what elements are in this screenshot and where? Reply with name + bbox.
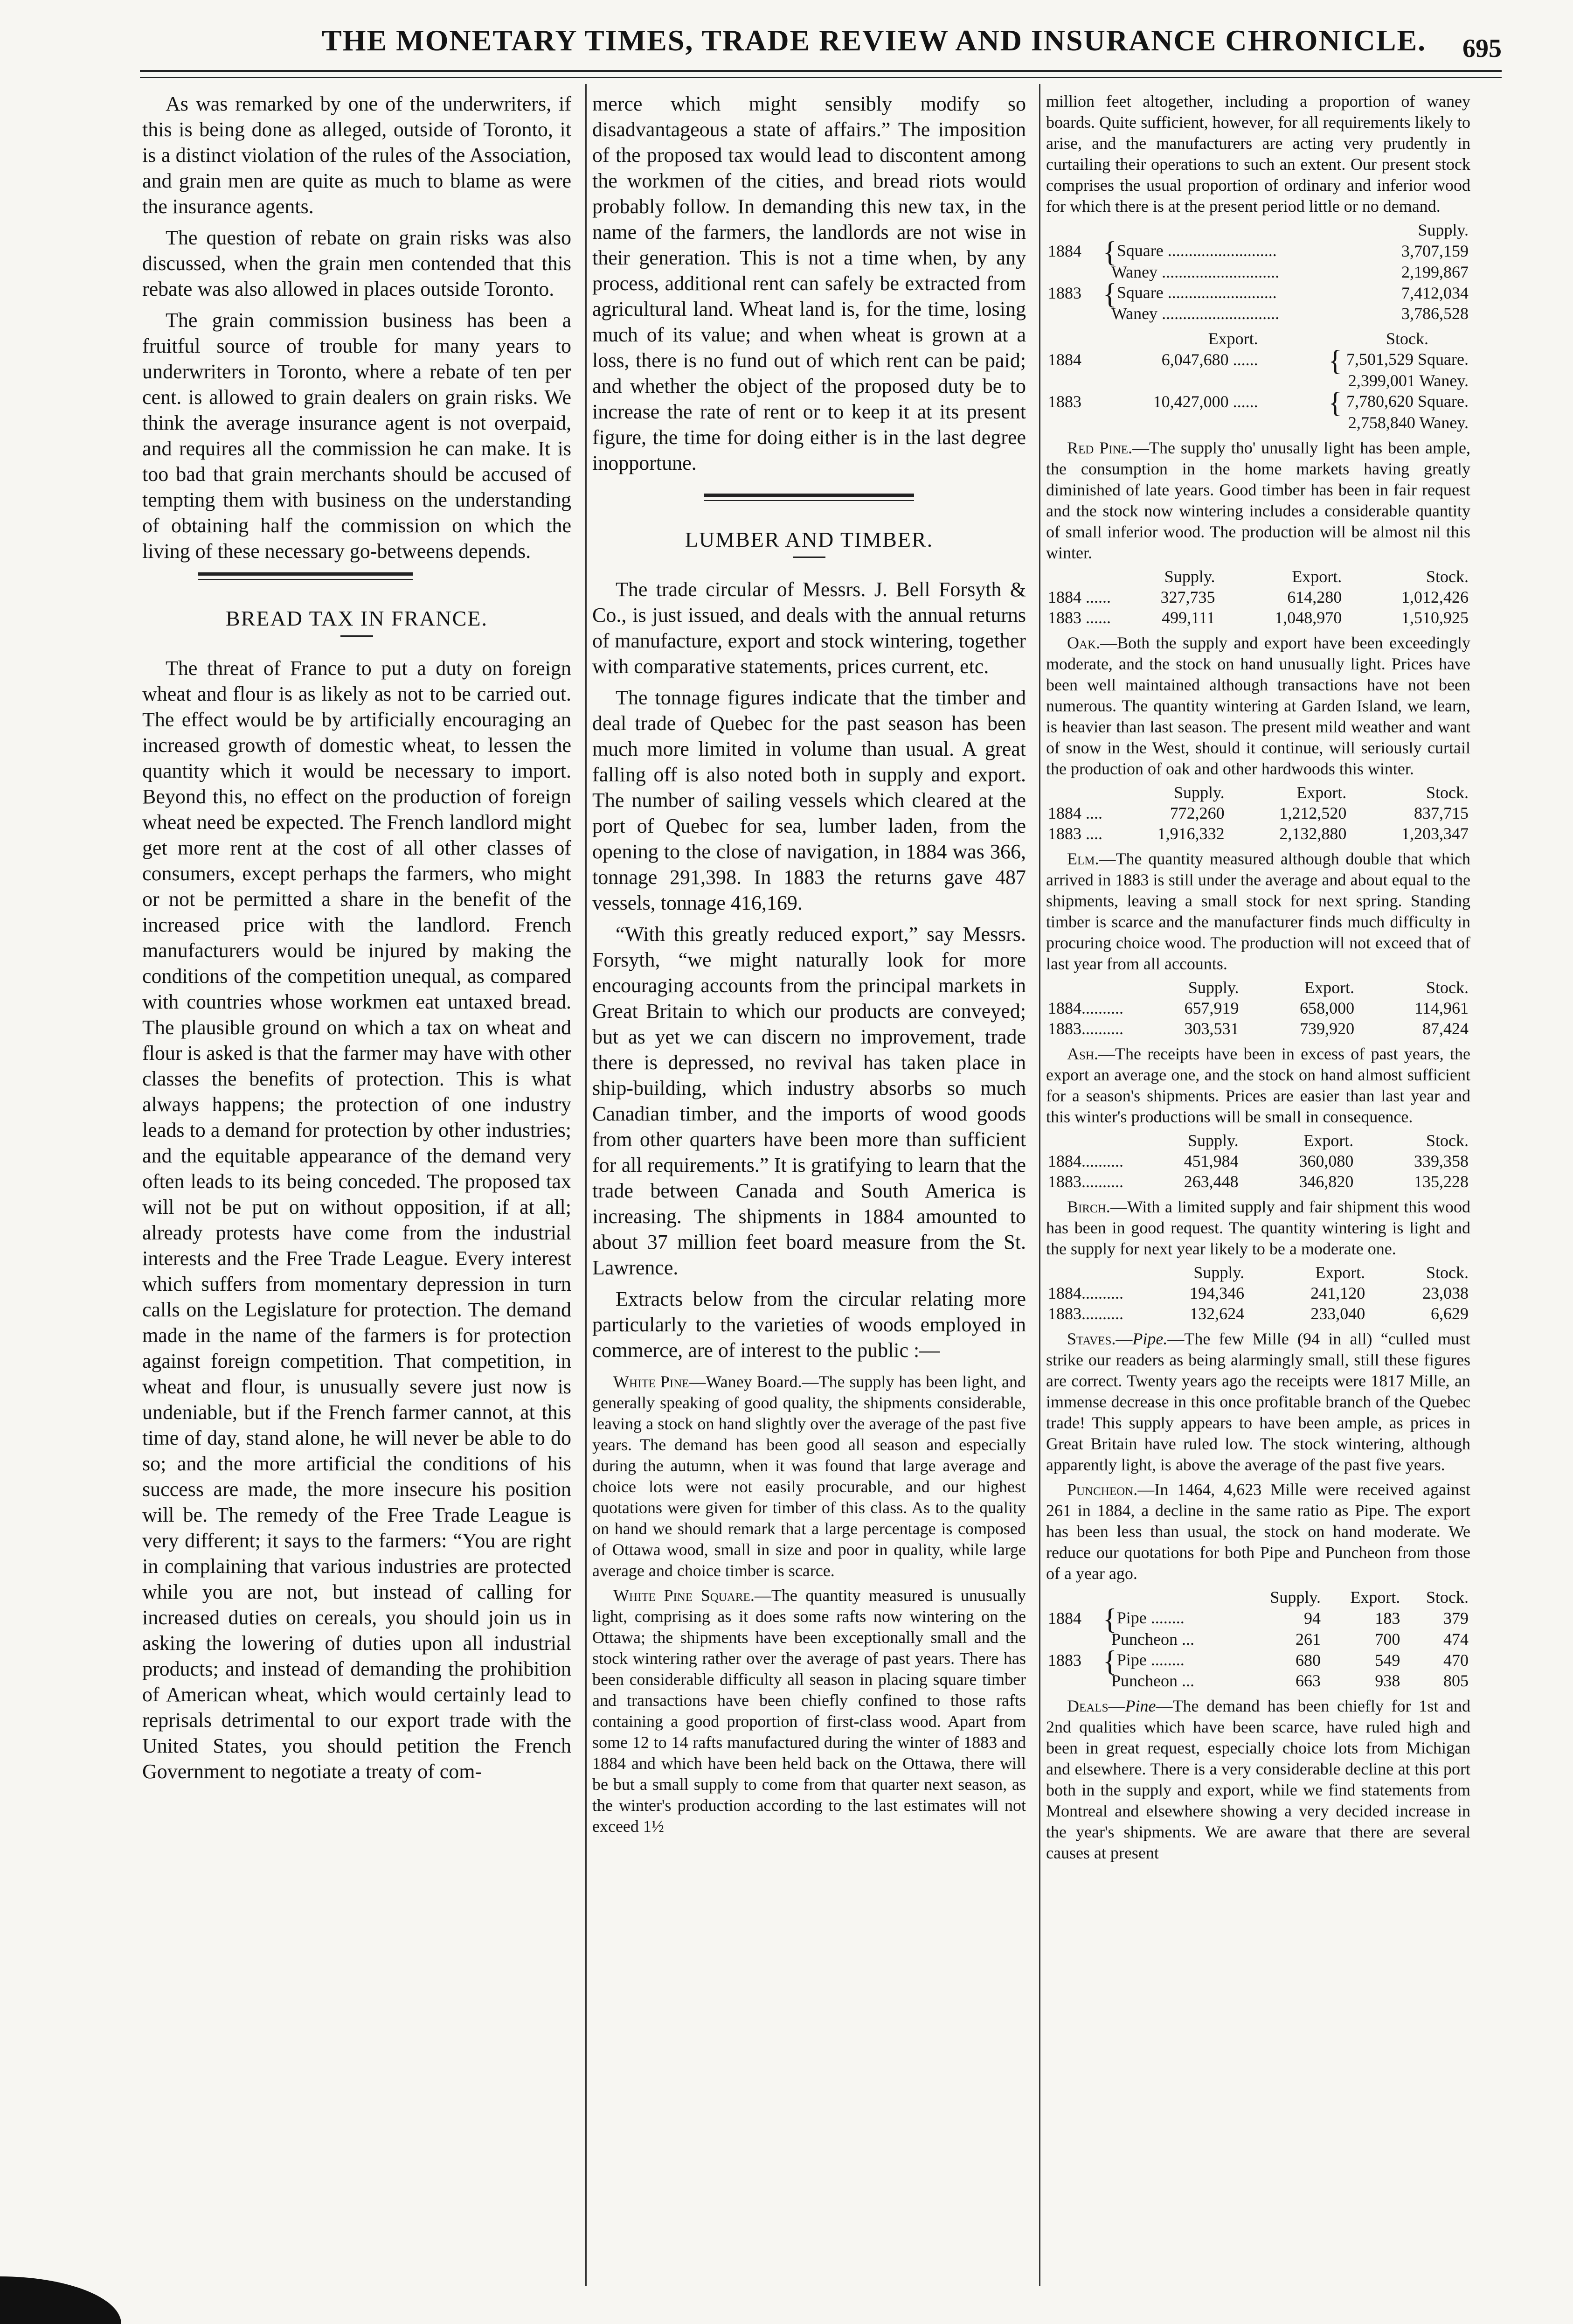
table-row (1046, 412, 1470, 433)
table-cell: 700 (1375, 1629, 1400, 1649)
text-run: —The quantity measured although double that which arrived in 1883 is still under the average and about equal to the shipments, leaving a small stock for next spring. Standing timber is scarce and the manufacturer finds much difficulty in procuring choice wood. The production will not exceed that of last year from all accounts. (1046, 849, 1470, 973)
header-rule (140, 70, 1502, 72)
table-cell (1101, 1587, 1242, 1607)
table-cell: {Square .......................... (1103, 236, 1277, 268)
wood-label: Staves. (1067, 1329, 1116, 1348)
table-cell: 241,120 (1310, 1283, 1365, 1302)
table-cell: Supply. (1193, 1263, 1245, 1282)
table-cell: Stock. (1426, 567, 1469, 586)
table-cell (1101, 370, 1260, 391)
brace-glyph: { (1328, 387, 1343, 419)
table-row (1046, 303, 1470, 324)
wood-label: White Pine (613, 1372, 689, 1391)
heading-dash (340, 635, 373, 637)
text-run: —Waney Board.—The supply has been light, and generally speaking of good quality, the shipments considerable, leaving a stock on hand slightly over the average of the past five years. The demand has been good all season and especially during the autumn, when it was found that large average and choice lots were not easily procurable, and our highest quotations were given for timber of this class. As to the quality on hand we should remark that a large percentage is composed of Ottawa wood, small in size and poor in quality, while large average and choice timber is scarce. (592, 1372, 1026, 1580)
table-cell: Stock. (1426, 1263, 1469, 1282)
section-divider (142, 569, 571, 587)
text-run: —The few Mille (94 in all) “culled must strike our readers as being alarmingly small, still these figures are correct. Twenty years ago the receipts were 1817 Mille, an immense decrease in this once profitable branch of the Quebec trade! This supply appears to have been ample, as prices in Great Britain have ruled low. The stock wintering, although apparently light, is above the average of the past five years. (1046, 1329, 1470, 1474)
table-cell: 680 (1296, 1650, 1321, 1670)
text-run: 6,047,680 (1161, 350, 1229, 369)
table-cell: 233,040 (1310, 1304, 1365, 1323)
paragraph (1046, 633, 1470, 779)
table-cell: 261 (1296, 1629, 1321, 1649)
white-pine-supply-table (1046, 220, 1470, 324)
table-row (1046, 1262, 1470, 1283)
text-run: Puncheon (1111, 1671, 1178, 1691)
text-run: Puncheon (1111, 1629, 1178, 1649)
text-run: Waney (1111, 262, 1158, 281)
table-cell: 451,984 (1184, 1151, 1239, 1170)
paragraph: Deals—Pine—The demand has been chiefly for 1st and 2nd qualities which have been scarce, have ruled high and been in great request, especially choice lots from Michigan and elsewhere. There is a very considerable decline at this port both in the supply and export, while we find statements from Montreal and elsewhere showing a very decided increase in the year's shipments. We are aware that there are several causes at present (1046, 1697, 1470, 1863)
table-cell: 379 (1443, 1608, 1469, 1628)
column-divider (1039, 84, 1040, 2286)
table-cell (1046, 220, 1101, 240)
column-1 (142, 91, 571, 1784)
table-cell: 23,038 (1422, 1283, 1469, 1302)
table-cell: 1,916,332 (1157, 824, 1225, 843)
text-run: 1883 (1048, 824, 1081, 843)
circular-extracts (592, 1371, 1026, 1837)
table-cell: 2,758,840 Waney. (1348, 413, 1469, 432)
section-divider (592, 490, 1026, 508)
table-cell (1046, 412, 1101, 433)
text-run: Pipe. (1132, 1329, 1168, 1348)
text-run: 1883 (1048, 1172, 1081, 1191)
paragraph: merce which might sensibly modify so disadvantageous a state of affairs.” The imposition of the proposed tax would lead to discontent among the workmen of the cities, and bread riots would probably follow. In demanding this new tax, in the name of the farmers, the landlords are not wise in their generation. This is not a time when, by any process, additional rent can safely be extracted from agricultural land. Wheat land is, for the time, losing much of its value; and when wheat is grown at a loss, there is no fund out of which rent can be paid; and whether the object of the proposed duty be to increase the rate of rent or to keep it at its present figure, the time for doing either is in the last degree inopportune. (592, 92, 1026, 474)
table-cell: 263,448 (1184, 1172, 1239, 1191)
table-cell: 739,920 (1300, 1019, 1355, 1038)
table-row (1046, 977, 1470, 998)
paragraph (1046, 1197, 1470, 1259)
table-cell: 339,358 (1414, 1151, 1469, 1170)
table-cell: 663 (1296, 1671, 1321, 1691)
table-cell: 346,820 (1299, 1172, 1354, 1191)
table-cell: {Pipe ........ (1103, 1645, 1185, 1677)
table-cell: Export. (1296, 783, 1347, 802)
section-heading: BREAD TAX IN FRANCE. (226, 606, 488, 630)
text-run: Pipe (1116, 1650, 1147, 1669)
table-row (1046, 240, 1470, 262)
table-cell (1046, 1587, 1101, 1607)
table-cell (1046, 328, 1101, 349)
table-cell: 1883 .... (1048, 824, 1102, 843)
paragraph: million feet altogether, including a proportion of waney boards. Quite sufficient, however, for all requirements likely to arise, and the manufacturers are acting very prudently in curtailing their operations to such an extent. Our present stock comprises the usual proportion of ordinary and inferior wood for which there is at the present period little or no demand. (1046, 92, 1470, 216)
table-row (1046, 1303, 1470, 1324)
brace-glyph: { (1103, 1603, 1117, 1635)
table-row (1046, 607, 1470, 628)
table-cell: 1884.......... (1048, 1151, 1123, 1170)
table-cell: Export. (1315, 1263, 1365, 1282)
table-cell (1046, 262, 1101, 282)
table-cell: 1884.......... (1048, 998, 1123, 1017)
table-cell: 1,212,520 (1279, 803, 1347, 822)
table-cell: 135,228 (1414, 1172, 1469, 1191)
table-cell (1046, 370, 1101, 391)
white-pine-export-table (1046, 328, 1470, 432)
table-cell: 1883 (1048, 283, 1081, 302)
table-cell: 303,531 (1184, 1019, 1239, 1038)
table-row (1046, 587, 1470, 607)
paragraph: The grain commission business has been a fruitful source of trouble for many years to underwriters in Toronto, where a rebate of ten per cent. is allowed to grain dealers on grain risks. We think the average insurance agent is not overpaid, and requires all the commission he can make. It is too bad that grain merchants should be accused of tempting them with business on the understanding of obtaining half the commission on which the living of these necessary go-betweens depends. (142, 309, 571, 563)
table-cell: Export. (1304, 978, 1355, 997)
paragraph (592, 1585, 1026, 1837)
text-run: Square (1116, 241, 1164, 260)
wood-label: Red Pine. (1067, 438, 1132, 457)
table-cell: Waney ............................ (1111, 262, 1280, 281)
table-cell (1046, 1130, 1125, 1151)
heading-dash (793, 557, 825, 558)
table-cell: Supply. (1270, 1587, 1321, 1607)
table-row (1046, 1130, 1470, 1151)
table-cell: Export. (1303, 1131, 1354, 1150)
publication-title: THE MONETARY TIMES, TRADE REVIEW AND INSURANCE CHRONICLE. (322, 24, 1427, 57)
elm-table (1046, 977, 1470, 1039)
table-row (1046, 1649, 1470, 1671)
table-cell: 132,624 (1190, 1304, 1245, 1323)
table-cell: 1883 (1048, 392, 1081, 411)
table-cell: 3,786,528 (1401, 304, 1469, 323)
text-run: Pine (1125, 1697, 1156, 1716)
table-cell (1046, 1262, 1125, 1283)
table-cell: Stock. (1426, 1131, 1469, 1150)
text-run: —The quantity measured is unusually light, comprising as it does some rafts now wintering on the Ottawa; the shipments have been exceptionally small and the stock wintering rather over the average of past years. There has been considerable difficulty all season in placing square timber and transactions have been chiefly confined to those rafts containing a good proportion of first-class wood. Apart from some 12 to 14 rafts manufactured during the winter of 1883 and 1884 and which have been held back on the Ottawa, there will be but a small supply to come from that quarter next season, as the winter's production according to the last estimates will not exceed 1½ (592, 1586, 1026, 1836)
text-run: Square (1116, 283, 1164, 302)
table-cell: 114,961 (1414, 998, 1469, 1017)
table-row (1046, 803, 1470, 823)
table-cell: Stock. (1426, 1587, 1469, 1607)
text-run: 1883 (1048, 608, 1081, 627)
table-cell: Waney ............................ (1111, 304, 1280, 323)
table-cell: 837,715 (1414, 803, 1469, 822)
table-row (1046, 1670, 1470, 1691)
table-cell: {Pipe ........ (1103, 1603, 1185, 1635)
table-cell: 6,047,680 ...... (1161, 350, 1258, 369)
section-heading: LUMBER AND TIMBER. (685, 528, 934, 551)
table-cell: 1,510,925 (1401, 608, 1469, 627)
text-run: Waney (1111, 304, 1158, 323)
table-row (1046, 998, 1470, 1018)
text-run: 7,501,529 Square. (1346, 350, 1469, 369)
text-run: 1884 (1048, 998, 1081, 1017)
table-row (1046, 823, 1470, 844)
table-cell: Stock. (1426, 783, 1469, 802)
table-row (1046, 1607, 1470, 1629)
paragraph: The tonnage figures indicate that the timber and deal trade of Quebec for the past season has been much more limited in volume than usual. A great falling off is also noted both in supply and export. The number of sailing vessels which cleared at the port of Quebec for sea, lumber laden, from the opening to the close of navigation, in 1884 was 366, tonnage 291,398. In 1883 the returns gave 487 vessels, tonnage 416,169. (592, 686, 1026, 914)
table-row (1046, 349, 1470, 370)
red-pine-table (1046, 566, 1470, 628)
paragraph: The trade circular of Messrs. J. Bell Forsyth & Co., is just issued, and deals with the annual returns of manufacture, export and stock wintering, together with comparative statements, prices current, etc. (592, 578, 1026, 678)
table-cell: 2,399,001 Waney. (1348, 371, 1469, 390)
table-cell: 805 (1443, 1671, 1469, 1691)
column-3 (1046, 91, 1470, 1864)
text-run: —The demand has been chiefly for 1st and 2nd qualities which have been scarce, have ruled high and been in great request, especially choice lots from Michigan and elsewhere. There is a very considerable decline at this port both in the supply and export, while we find statements from Montreal and elsewhere showing a very decided increase in the year's shipments. We are aware that there are several causes at present (1046, 1697, 1470, 1863)
wood-label: Elm. (1067, 849, 1099, 868)
page-curl-shadow (0, 2276, 121, 2324)
table-cell: 1883 ...... (1048, 608, 1111, 627)
text-run: —With a limited supply and fair shipment this wood has been in good request. The quantity wintering is light and the supply for next year likely to be a moderate one. (1046, 1197, 1470, 1258)
table-cell: 2,199,867 (1401, 262, 1469, 281)
table-cell: 1884 (1048, 241, 1081, 260)
table-cell: 1884.......... (1048, 1283, 1123, 1302)
table-cell: Export. (1350, 1587, 1400, 1607)
table-cell: 772,260 (1170, 803, 1225, 822)
table-cell: Supply. (1188, 978, 1239, 997)
text-run: 1884 (1048, 587, 1081, 606)
brace-glyph: { (1328, 345, 1343, 377)
paragraph (1046, 1044, 1470, 1127)
text-run: 1884 (1048, 1151, 1081, 1170)
wood-label: Ash. (1067, 1044, 1098, 1063)
table-cell: Stock. (1426, 978, 1469, 997)
table-cell (1046, 566, 1113, 587)
table-cell: 1,203,347 (1401, 824, 1469, 843)
table-row (1046, 282, 1470, 304)
table-cell: 327,735 (1160, 587, 1215, 606)
paragraph (1046, 438, 1470, 564)
table-row (1046, 1151, 1470, 1171)
paragraph (592, 1371, 1026, 1581)
staves-table (1046, 1587, 1470, 1691)
paragraph: As was remarked by one of the underwriters, if this is being done as alleged, outside of Toronto, it is a distinct violation of the rules of the Association, and grain men are quite as much to blame as were the insurance agents. (142, 92, 571, 218)
table-cell (1046, 782, 1104, 803)
table-cell: 1884 .... (1048, 803, 1102, 822)
brace-glyph: { (1103, 278, 1117, 310)
table-cell: 549 (1375, 1650, 1400, 1670)
table-cell: 194,346 (1190, 1283, 1245, 1302)
table-cell: 10,427,000 ...... (1153, 392, 1258, 411)
table-cell: 1883.......... (1048, 1172, 1123, 1191)
table-cell: 94 (1304, 1608, 1321, 1628)
table-cell: 87,424 (1422, 1019, 1469, 1038)
table-cell (1046, 977, 1125, 998)
table-cell: 3,707,159 (1401, 241, 1469, 260)
table-row (1046, 566, 1470, 587)
wood-label: Deals (1067, 1697, 1109, 1716)
table-cell (1046, 1629, 1101, 1649)
table-cell: 7,412,034 (1401, 283, 1469, 302)
table-row (1046, 391, 1470, 412)
table-row (1046, 328, 1470, 349)
paragraph: The question of rebate on grain risks was also discussed, when the grain men contended that this rebate was also allowed in places outside Toronto. (142, 226, 571, 300)
table-cell: Supply. (1187, 1131, 1239, 1150)
table-cell: Supply. (1164, 567, 1215, 586)
column-divider (585, 84, 587, 2286)
header-rule-thin (140, 77, 1502, 78)
table-cell: 1884 (1048, 350, 1081, 369)
text-run: 10,427,000 (1153, 392, 1229, 411)
table-cell: Supply. (1173, 783, 1225, 802)
table-cell: 1884 ...... (1048, 587, 1111, 606)
wood-label: Oak. (1067, 633, 1101, 652)
table-row (1046, 782, 1470, 803)
table-cell: Export. (1208, 329, 1258, 348)
text-run: —The receipts have been in excess of past years, the export an average one, and the stock on hand almost sufficient for a season's shipments. Prices are easier than last year and this winter's productions will be small in consequence. (1046, 1044, 1470, 1126)
table-cell: 474 (1443, 1629, 1469, 1649)
brace-glyph: { (1103, 1645, 1117, 1677)
paragraph (1046, 1479, 1470, 1584)
table-cell: 658,000 (1300, 998, 1355, 1017)
table-cell (1260, 387, 1470, 419)
table-cell: 2,132,880 (1279, 824, 1347, 843)
text-run: 1883 (1048, 1019, 1081, 1038)
table-cell: 657,919 (1184, 998, 1239, 1017)
table-cell: {Square .......................... (1103, 278, 1277, 310)
table-cell: 1,012,426 (1401, 587, 1469, 606)
text-run: 1884 (1048, 1283, 1081, 1302)
table-cell: 614,280 (1287, 587, 1342, 606)
text-run: —In 1464, 4,623 Mille were received against 261 in 1884, a decline in the same ratio as Pipe. The export has been less than usual, the stock on hand moderate. We reduce our quotations for both Pipe and Puncheon from those of a year ago. (1046, 1480, 1470, 1583)
text-run: 1884 (1048, 803, 1081, 822)
table-cell: 183 (1375, 1608, 1400, 1628)
paragraph (1046, 849, 1470, 974)
paragraph: The threat of France to put a duty on foreign wheat and flour is as likely as not to be carried out. The effect would be by artificially encouraging an increased growth of domestic wheat, to lessen the quantity which it would be necessary to import. Beyond this, no effect on the production of foreign wheat need be expected. The French landlord might get more rent at the cost of all other classes of consumers, except perhaps the farmers, who might or not be permitted a share in the benefit of the increased price with the landlord. French manufacturers would be injured by making the conditions of the competition unequal, as compared with countries whose workmen eat untaxed bread. The plausible ground on which a tax on wheat and flour is asked is that the farmer may have with other classes the benefits of protection. This is what always happens; the protection of one industry leads to a demand for protection by other industries; and the equitable appearance of the demand very often leads to its being conceded. The proposed tax will not be put on without opposition, if at all; already protests have come from the industrial interests and the Free Trade League. Every interest which suffers from momentary depression in turn calls on the Legislature for protection. The demand made in the name of the farmers is for protection against foreign competition. That competition, in wheat and flour, is unusually severe just now is undeniable, but if the French farmer cannot, at this time of day, stand alone, he will never be able to do so; and the more artificial the conditions of his success are made, the more insecure his position will be. The remedy of the Free Trade League is very different; it says to the farmers: “You are right in complaining that various industries are protected while you are not, but instead of calling for increased duties on cereals, you should join us in asking the lowering of duties upon all industrial products; and instead of demanding the prohibition of American wheat, which would certainly lead to reprisals detrimental to our export trade with the United States, you should petition the French Government to negotiate a treaty of com- (142, 657, 571, 1783)
wood-label: White Pine Square. (613, 1586, 755, 1605)
text-run: —The supply tho' unusally light has been ample, the consumption in the home markets having greatly diminished of late years. Good timber has been in fair request and the stock now wintering includes a considerable quantity of small inferior wood. The production will be almost nil this winter. (1046, 438, 1470, 562)
text-run: 7,780,620 Square. (1346, 392, 1469, 411)
table-cell: Puncheon ... (1111, 1629, 1194, 1649)
oak-table (1046, 782, 1470, 844)
table-row (1046, 1283, 1470, 1303)
birch-table (1046, 1262, 1470, 1324)
table-cell (1046, 1670, 1101, 1691)
paragraph: Extracts below from the circular relating more particularly to the varieties of woods employed in commerce, are of interest to the public :— (592, 1287, 1026, 1362)
column-2 (592, 91, 1026, 1837)
table-cell (1260, 345, 1470, 377)
table-cell: 1,048,970 (1275, 608, 1342, 627)
page-header (140, 14, 1502, 79)
ash-table (1046, 1130, 1470, 1192)
table-row (1046, 1018, 1470, 1039)
text-run: —Both the supply and export have been exceedingly moderate, and the stock on hand unusually light. Prices have been well maintained although transactions have not been numerous. The quantity wintering at Garden Island, we learn, is heavier than last season. The present mild weather and want of snow in the West, should it continue, will seriously curtail the production of oak and other hardwoods this winter. (1046, 633, 1470, 778)
table-cell: Puncheon ... (1111, 1671, 1194, 1691)
table-cell: 1883.......... (1048, 1304, 1123, 1323)
table-cell: Export. (1292, 567, 1342, 586)
table-cell: Stock. (1386, 329, 1428, 348)
page-number: 695 (1462, 34, 1502, 63)
table-cell: 6,629 (1431, 1304, 1469, 1323)
table-cell (1101, 220, 1366, 240)
table-cell: 470 (1443, 1650, 1469, 1670)
table-cell: 1883.......... (1048, 1019, 1123, 1038)
table-cell: 1884 (1048, 1608, 1081, 1628)
table-cell: 938 (1375, 1671, 1400, 1691)
table-cell (1101, 412, 1260, 433)
paragraph: “With this greatly reduced export,” say Messrs. Forsyth, “we might naturally look for more encouraging accounts from the principal markets in Great Britain to which our products are conveyed; but as yet we can discern no improvement, trade there is depressed, no revival has taken place in ship-building, which industry absorbs so much Canadian timber, and the imports of wood goods from other quarters have been more than sufficient for all requirements.” It is gratifying to learn that the trade between Canada and South America is increasing. The shipments in 1884 amounted to about 37 million feet board measure from the St. Lawrence. (592, 923, 1026, 1279)
table-cell: Supply. (1418, 221, 1469, 239)
table-cell: 499,111 (1162, 608, 1215, 627)
table-row (1046, 370, 1470, 391)
brace-glyph: { (1103, 236, 1117, 268)
wood-label: Puncheon. (1067, 1480, 1138, 1499)
wood-label: Birch. (1067, 1197, 1110, 1216)
table-cell (1046, 303, 1101, 324)
table-cell: 1883 (1048, 1650, 1081, 1670)
table-row (1046, 1171, 1470, 1192)
text-run: 1883 (1048, 1304, 1081, 1323)
paragraph: Staves.—Pipe.—The few Mille (94 in all) “culled must strike our readers as being alarmingly small, still these figures are correct. Twenty years ago the receipts were 1817 Mille, an immense decrease in this once profitable branch of the Quebec trade! This supply appears to have been ample, as prices in Great Britain have ruled low. The stock wintering, although apparently light, is above the average of the past five years. (1046, 1329, 1470, 1474)
text-run: Pipe (1116, 1608, 1147, 1627)
table-cell: 360,080 (1299, 1151, 1354, 1170)
